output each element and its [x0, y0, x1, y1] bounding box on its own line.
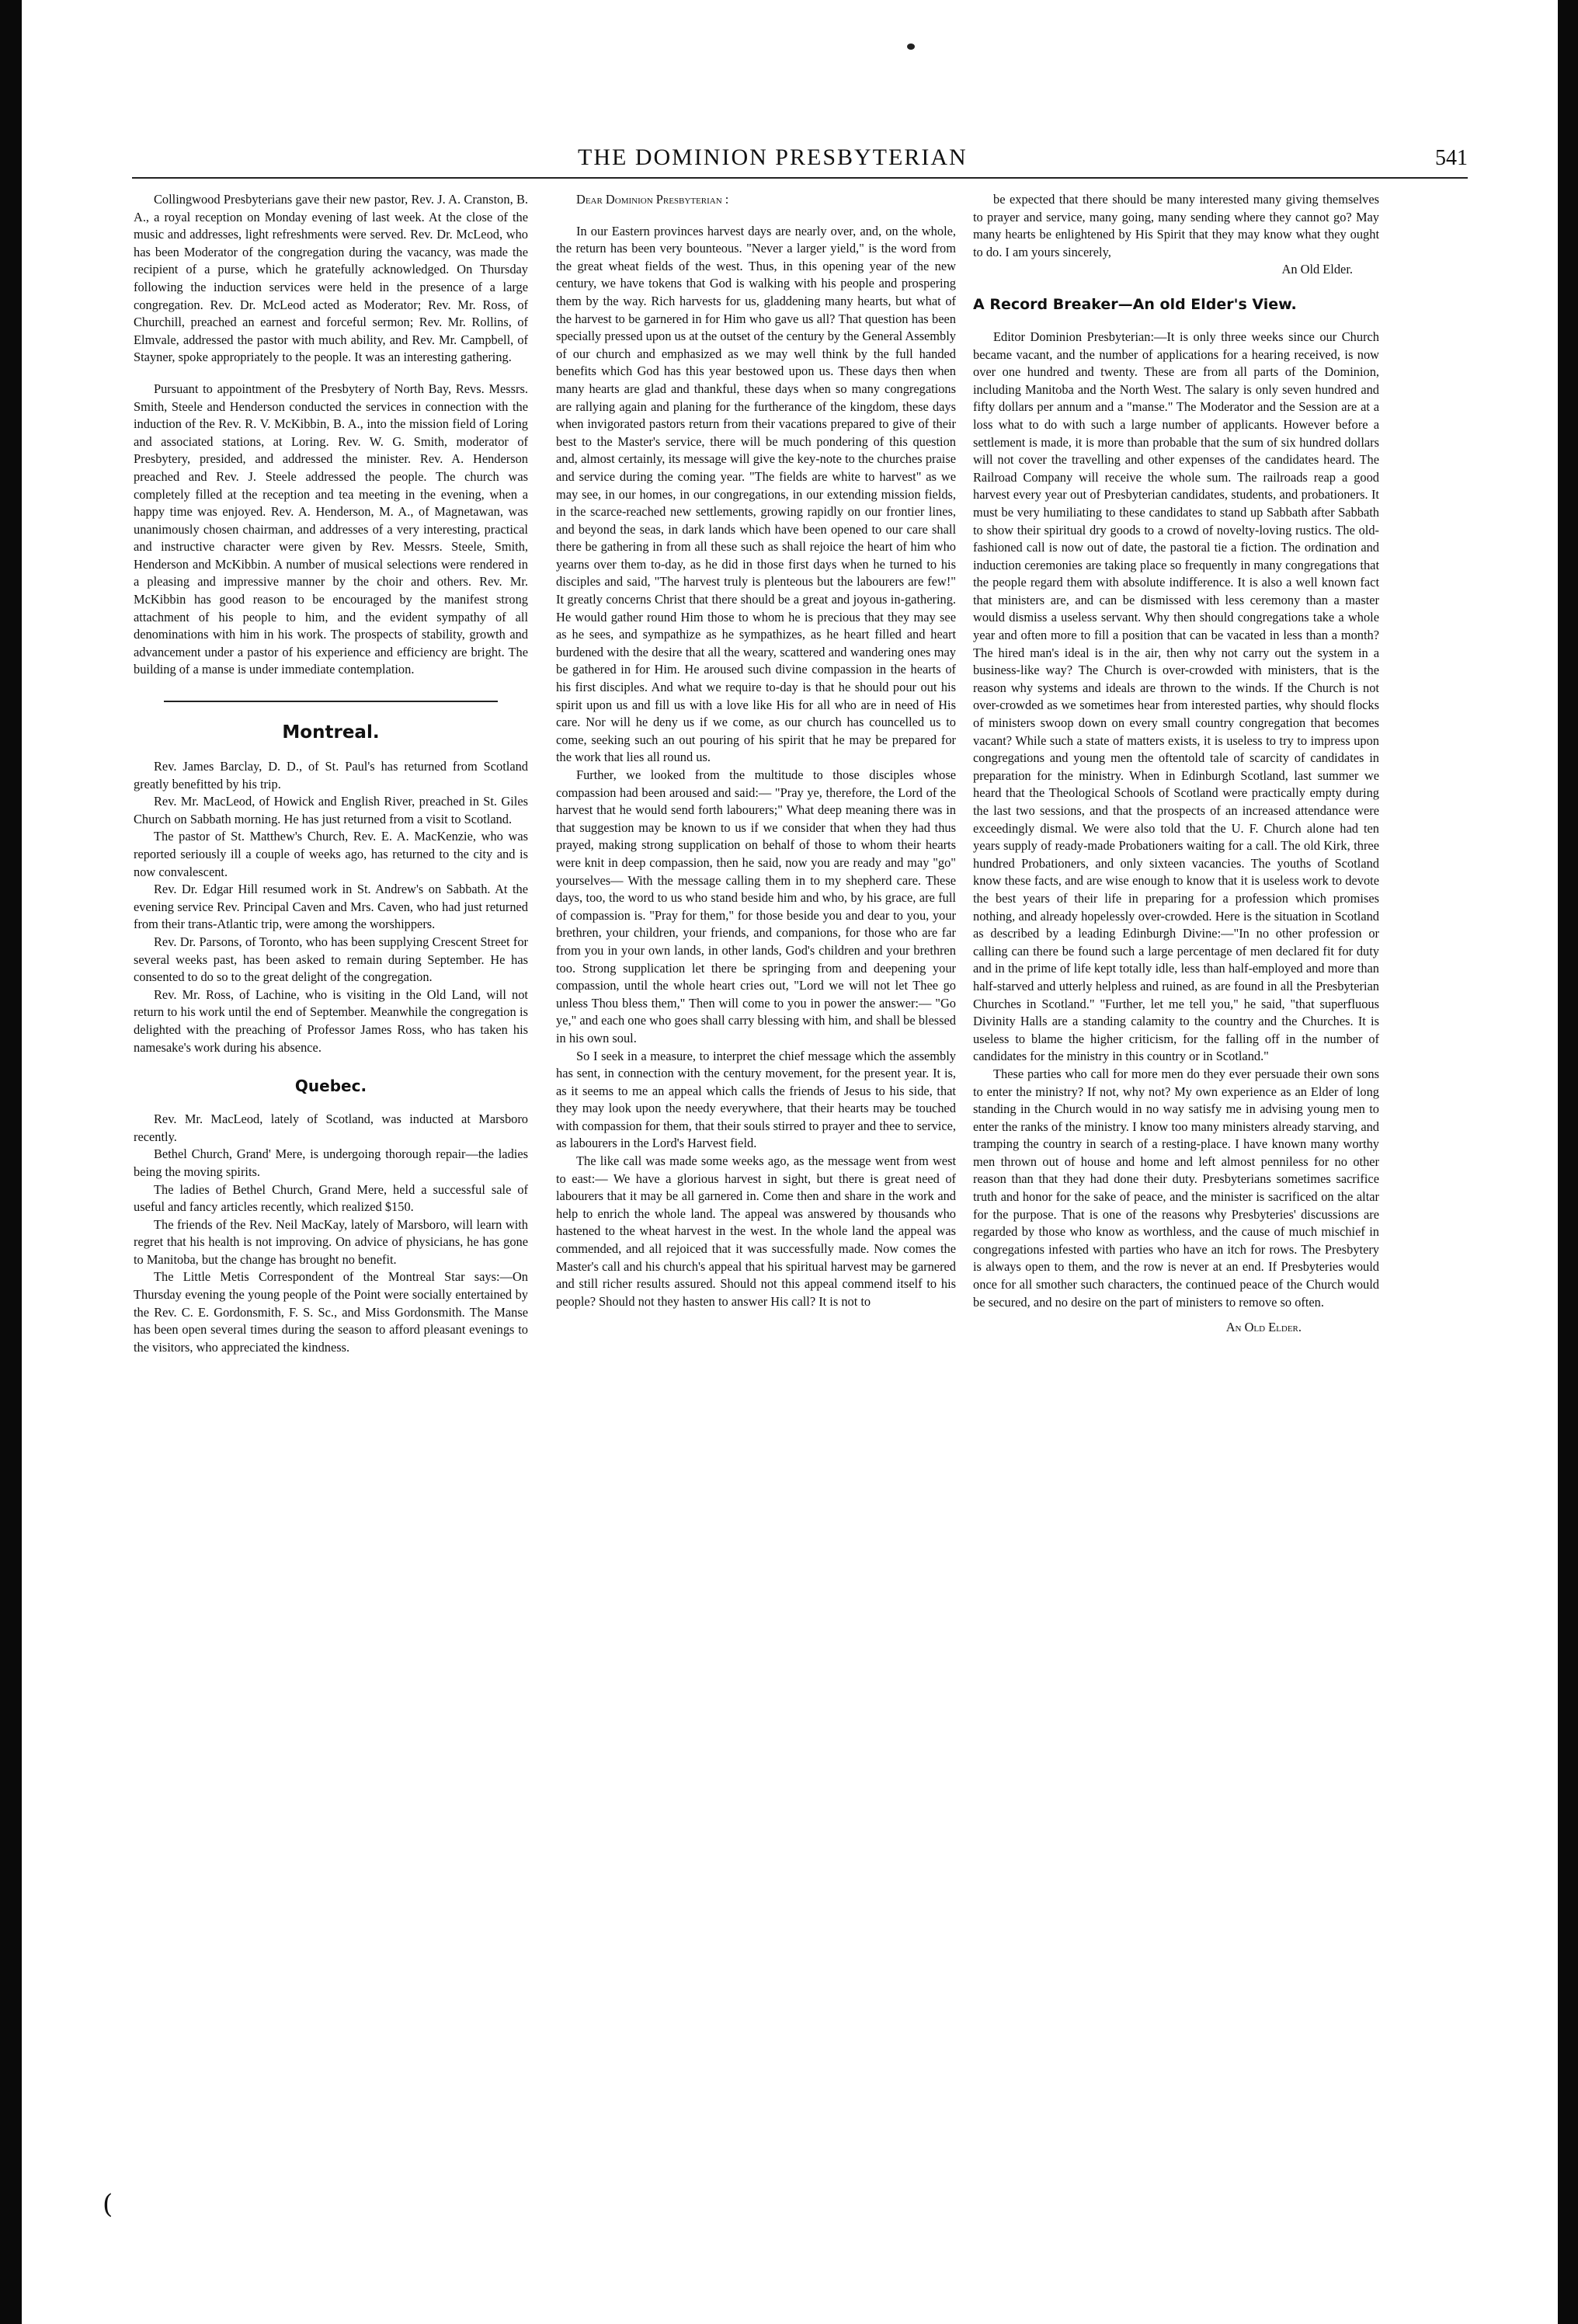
ink-speck [907, 43, 915, 50]
news-item: Rev. Mr. MacLeod, lately of Scotland, was inducted at Marsboro recently. [134, 1112, 528, 1144]
news-item: The friends of the Rev. Neil MacKay, lately of Marsboro, will learn with regret that his health is not improving. On advice of physicians, he has gone to Manitoba, but the change has brought no benefit. [134, 1216, 528, 1267]
header-rule [132, 177, 1468, 179]
section-heading-montreal: Montreal. [282, 722, 380, 743]
article-heading-record-breaker: A Record Breaker—An old Elder's View. [973, 295, 1297, 313]
scan-edge-left [0, 0, 22, 2324]
column-left [134, 191, 528, 1356]
news-item: Rev. James Barclay, D. D., of St. Paul's has returned from Scotland greatly benefitted by his trip. [134, 759, 528, 791]
article-paragraph: Pursuant to appointment of the Presbytery of North Bay, Revs. Messrs. Smith, Steele and Henderson conducted the services in connection with the induction of the Rev. R. V. McKibbin, B. A., into the mission field of Loring and associated stations, at Loring. Rev. W. G. Smith, moderator of Presbytery, presided, and addressed the minister. Rev. A. Henderson preached and Rev. J. Steele addressed the people. The church was completely filled at the reception and tea meeting in the evening, when a happy time was enjoyed. Rev. A. Henderson, M. A., of Magnetawan, was unanimously chosen chairman, and addresses of a very interesting, practical and instructive character were given by Rev. Messrs. Steele, Smith, Henderson and McKibbin. A number of musical selections were rendered in a pleasing and impressive manner by the choir and others. Rev. Mr. McKibbin has good reason to be encouraged by the manifest strong attachment of his people to him, and the evident sympathy of all denominations with him in his work. The prospects of stability, growth and advancement under a pastor of his experience and efficiency are bright. The building of a manse is under immediate contemplation. [134, 381, 528, 677]
article-paragraph: These parties who call for more men do they ever persuade their own sons to enter the ministry? If not, why not? My own experience as an Elder of long standing in the Church would in no way satisfy me in advising young men to enter the ranks of the ministry. I know too many ministers already starving, and tramping the country in search of a resting-place. I have known many worthy men thrown out of house and home and left almost penniless for no other reason than that they had done their duty. Presbyterians sometimes sacrifice truth and honor for the sake of peace, and the minister is sacrificed on the altar for the purpose. That is one of the reasons why Presbyteries' discussions are regarded by those who know as worthless, and the cause of much mischief in congregations infested with parties who have an itch for rows. The Presbytery is always open to them, and the row is never at an end. If Presbyteries would once for all smother such characters, the continued peace of the Church would be secured, and no desire on the part of ministers to remove so often. [973, 1066, 1379, 1310]
page-number: 541 [1435, 146, 1468, 170]
article-signature: An Old Elder. [1225, 1320, 1302, 1335]
news-item: The Little Metis Correspondent of the Montreal Star says:—On Thursday evening the young people of the Point were socially entertained by the Rev. C. E. Gordonsmith, F. S. Sc., and Miss Gordonsmith. The Manse has been open several times during the season to afford pleasant evenings to the visitors, who appreciated the kindness. [134, 1269, 528, 1355]
letter-paragraph: In our Eastern provinces harvest days are nearly over, and, on the whole, the return has been very bounteous. "Never a larger yield," is the word from the great wheat fields of the west. Thus, in this opening year of the new century, we have tokens that God is walking with his people and prospering them by the way. Rich harvests for us, gladdening many hearts, but what of the harvest to be garnered in for Him who gave us all? That question has been specially pressed upon us at the outset of the century by the General Assembly of our church and emphasized as we may well think by the full handed benefits which God has this year bestowed upon us. These days then when many hearts are glad and thankful, these days when so many congregations are rallying again and planing for the furtherance of the kingdom, these days when invigorated pastors return from their vacations prepared to give of their best to the Master's service, there will be much pondering of this question and, almost certainly, its message will give the key-note to the churches praise and service during the coming year. "The fields are white to harvest" as we may see, in our homes, in our congregations, in our extending mission fields, in the scarce-reached new settlements, growing rapidly on our frontier lines, and beyond the seas, in dark lands which have been opened to our care shall there be gathering in from all these such as shall rejoice the heart of him who yearns over them to-day, as he did in those first days when he turned to his disciples and said, "The harvest truly is plenteous but the labourers are few!" It greatly concerns Christ that there should be a great and joyous in-gathering. He would gather round Him those to whom he is precious that they may see as he sees, and sympathize as he sympathizes, as he heart filled and heart burdened with the desire that all the weary, scattered and wandering ones may be gathered in for Him. He aroused such divine compassion in the hearts of his first disciples. And what we require to-day is that he should pour out his spirit upon us and fill us with a love like His for all who are in need of His care. Nor will he deny us if we come, as our church has councelled us to come, seeking such an out pouring of his spirit that he may be prepared for the work that lies all round us. [556, 223, 956, 765]
section-divider [164, 701, 498, 702]
news-item: Bethel Church, Grand' Mere, is undergoing thorough repair—the ladies being the moving spirits. [134, 1146, 528, 1179]
page-header [132, 144, 1468, 191]
scan-edge-right [1558, 0, 1578, 2324]
letter-paragraph: be expected that there should be many interested many giving themselves to prayer and service, many going, many sending where they cannot go? May many hearts be enlightened by His Spirit that they may know what they ought to do. I am yours sincerely, [973, 192, 1379, 259]
news-item: Rev. Dr. Edgar Hill resumed work in St. Andrew's on Sabbath. At the evening service Rev. Principal Caven and Mrs. Caven, who had just returned from their trans-Atlantic trip, were among the worshippers. [134, 882, 528, 932]
letter-paragraph: Further, we looked from the multitude to those disciples whose compassion had been aroused and said:— "Pray ye, therefore, the Lord of the harvest that he would send forth labourers;" What deep meaning there was in that suggestion may be known to us if we consider that when they had thus prayed, making strong supplication on behalf of those to whom their hearts were knit in deep compassion, then he said, now you are ready and may "go" yourselves— With the message calling them in to my shepherd care. These days, too, the word to us who stand beside him and who, by his grace, are full of compassion is. "Pray for them," for those beside you and dear to you, your brethren, your children, your friends, and companions, for those who are far from you in your own lands, in other lands, God's children and your brethren too. Strong supplication let there be springing from and deepening your compassion, until the whole heart cries out, "Lord we will not let Thee go unless Thou bless them," Then will come to you in power the answer:— "Go ye," and each one who goes shall carry blessing with him, and shall be blessed in his own soul. [556, 767, 956, 1045]
letter-paragraph: So I seek in a measure, to interpret the chief message which the assembly has sent, in connection with the century movement, for the present year. It is, as it seems to me an appeal which calls the friends of Jesus to his side, that they may look upon the needy everywhere, that their hearts may be touched with compassion for them, that their souls stirred to prayer and thee to service, as labourers in the Lord's Harvest field. [556, 1048, 956, 1151]
running-head: THE DOMINION PRESBYTERIAN [578, 144, 968, 170]
news-item: Rev. Dr. Parsons, of Toronto, who has been supplying Crescent Street for several weeks past, has been asked to remain during September. He has consented to do so to the great delight of the congregation. [134, 934, 528, 985]
article-paragraph: Editor Dominion Presbyterian:—It is only three weeks since our Church became vacant, and the number of applications for a hearing received, is now over one hundred and twenty. These are from all parts of the Dominion, including Manitoba and the North West. The salary is only seven hundred and fifty dollars per annum and a "manse." The Moderator and the Session are at a loss what to do with such a large number of applicants. However before a settlement is made, it is more than probable that the sum of six hundred dollars will not cover the travelling and other expenses of the candidates heard. The Railroad Company will receive the whole sum. The railroads reap a good harvest every year out of Presbyterian candidates, students, and probationers. It must be very humiliating to these candidates to stand up Sabbath after Sabbath to show their spiritual dry goods to a crowd of novelty-loving rustics. The old-fashioned call is now out of date, the pastoral tie a fiction. The ordination and induction ceremonies are taking place so frequently in many congregations that the people regard them with absolute indifference. It is also a well known fact that ministers are, and can be dismissed with less ceremony than a master would dismiss a useless servant. Why then should congregations take a whole year and often more to fill a position that can be vacated in less than a month? The hired man's ideal is in the air, then why not carry out the system in a business-like way? The Church is over-crowded with ministers, that is the reason why systems and ideals are thrown to the winds. If the Church is not over-crowded as we sometimes hear from interested parties, why should flocks of ministers swoop down on every small country congregation that becomes vacant? While such a state of matters exists, it is useless to try to impress upon congregations and young men the oftentold tale of scarcity of candidates in preparation for the ministry. When in Edinburgh Scotland, last summer we heard that the Theological Schools of Scotland were practically empty during the last two sessions, and that the prospects of an increased attendance were exceedingly dismal. We were also told that the U. F. Church alone had ten years supply of ready-made Probationers waiting for a call. The old Kirk, three hundred Probationers, and only sixteen vacancies. The youths of Scotland know these facts, and are wise enough to know that it is useless work to devote the best years of their life in preparing for a profession which promises nothing, and already hopelessly over-crowded. Here is the situation in Scotland as described by a leading Edinburgh Divine:—"In no other profession or calling can there be found such a large percentage of men declared fit for duty and in the prime of life kept totally idle, less than half-employed and more than half-starved and utterly helpless and ruined, as are found in all the Presbyterian Churches in Scotland." "Further, let me tell you," he said, "that superfluous Divinity Halls are a standing calamity to the country and the Churches. It is useless to blame the higher criticism, for the falling off in the number of candidates for the ministry in this country or in Scotland." [973, 329, 1379, 1064]
letter-signature: An Old Elder. [1281, 262, 1353, 277]
news-item: The pastor of St. Matthew's Church, Rev. E. A. MacKenzie, who was reported seriously ill a couple of weeks ago, has returned to the city and is now convalescent. [134, 829, 528, 879]
letter-salutation: Dear Dominion Presbyterian : [576, 192, 729, 207]
section-heading-quebec: Quebec. [294, 1077, 367, 1096]
margin-mark: ( [103, 2189, 113, 2220]
news-item: Rev. Mr. Ross, of Lachine, who is visiting in the Old Land, will not return to his work until the end of September. Meanwhile the congregation is delighted with the preaching of Professor James Ross, who has taken his namesake's work during his absence. [134, 986, 528, 1055]
article-paragraph: Collingwood Presbyterians gave their new pastor, Rev. J. A. Cranston, B. A., a royal reception on Monday evening of last week. At the close of the music and addresses, light refreshments were served. Rev. Dr. McLeod, who has been Moderator of the congregation during the vacancy, was made the recipient of a purse, which he gratefully acknowledged. On Thursday following the induction services were held in the presence of a large congregation. Rev. Dr. McLeod acted as Moderator; Rev. Mr. Ross, of Churchill, preached an earnest and forceful sermon; Rev. Mr. Rollins, of Elmvale, addressed the pastor with much ability, and Rev. Mr. Campbell, of Stayner, spoke appropriately to the people. It was an interesting gathering. [134, 192, 528, 365]
news-item: The ladies of Bethel Church, Grand Mere, held a successful sale of useful and fancy articles recently, which realized $150. [134, 1181, 528, 1215]
column-right [973, 191, 1379, 1337]
news-item: Rev. Mr. MacLeod, of Howick and English River, preached in St. Giles Church on Sabbath morning. He has just returned from a visit to Scotland. [134, 794, 528, 826]
letter-paragraph: The like call was made some weeks ago, as the message went from west to east:— We have a glorious harvest in sight, but there is great need of labourers that it may be all garnered in. Come then and share in the work and help to enrich the whole land. The appeal was answered by thousands who hastened to the wheat harvest in the west. In the whole land the appeal was commended, and all rejoiced that it was successfully made. Now comes the Master's call and his church's appeal that his spiritual harvest may be garnered and still richer results assured. Should not this appeal commend itself to his people? Should not they hasten to answer His call? It is not to [556, 1153, 956, 1309]
column-middle [556, 191, 956, 1310]
